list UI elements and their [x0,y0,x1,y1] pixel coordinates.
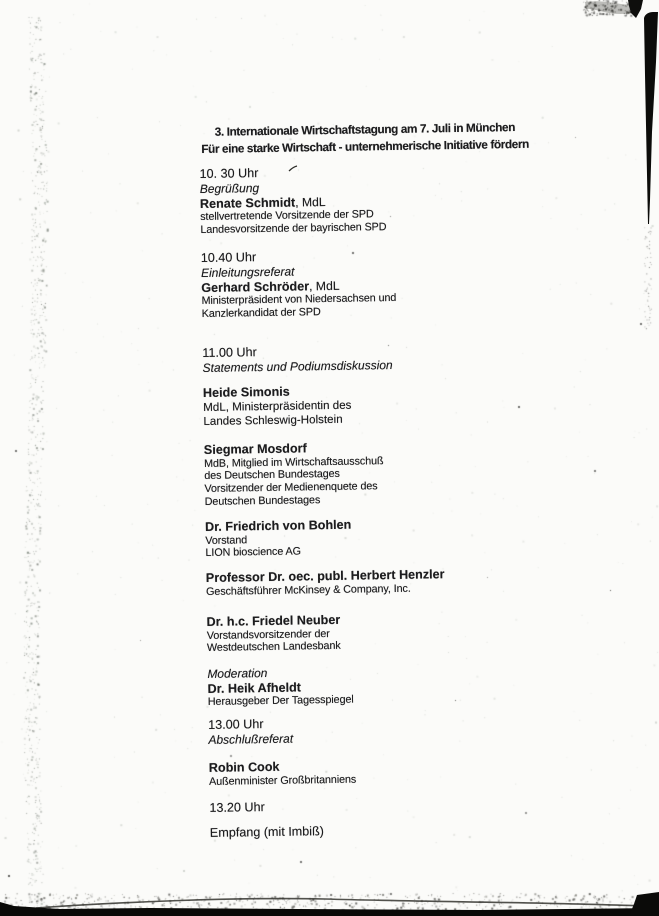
schedule-item-simonis [203,379,634,429]
detail-line: Vorstand [205,533,248,547]
detail-line: Vorsitzender der Medienenquete des [204,480,378,495]
speaker-name: Gerhard Schröder [201,278,310,295]
detail-line: Vorstandsvorsitzender der [206,627,330,642]
schedule-item-begruessung [199,160,630,236]
page-title [143,118,587,158]
speaker-name: Robin Cook [208,759,280,775]
schedule-item-neuber [206,608,637,655]
speaker-name: Heide Simonis [202,384,290,400]
page-title-line1: 3. Internationale Wirtschaftstagung am 7. Juli in München [214,120,516,139]
speaker-name: Dr. Heik Afheldt [207,679,302,696]
detail-line: Außenminister Großbritanniens [208,773,357,788]
schedule-item-einleitungsreferat [201,244,632,320]
schedule-item-podiumsdiskussion [202,339,632,375]
detail-line: Geschäftsführer McKinsey & Company, Inc. [205,582,411,598]
detail-line: Kanzlerkandidat der SPD [201,305,321,320]
detail-line: stellvertretende Vorsitzende der SPD [200,208,374,224]
detail-line: MdL, Ministerpräsidentin des [203,398,352,414]
schedule-item-abschlussreferat [208,711,638,747]
topic-label: Statements und Podiumsdiskussion [202,357,393,375]
closing-note-text: Empfang (mit Imbiß) [209,824,325,840]
detail-line: Landes Schleswig-Holstein [203,412,343,429]
schedule-item-mosdorf [204,436,635,508]
topic-label: Einleitungsreferat [200,264,295,280]
speaker-name: Professor Dr. oec. publ. Herbert Henzler [205,567,445,585]
detail-line: Ministerpräsident von Niedersachsen und [201,291,397,307]
time-label: 13.00 Uhr [208,717,264,732]
detail-line: LION bioscience AG [205,545,301,560]
detail-line: Herausgeber Der Tagesspiegel [207,693,354,708]
topic-label: Moderation [207,666,268,681]
time-label: 13.20 Uhr [209,800,265,815]
detail-line: des Deutschen Bundestages [204,468,340,483]
page-title-line2: Für eine starke Wirtschaft - unternehmerische Initiative fördern [201,136,530,156]
detail-line: Landesvorsitzende der bayrischen SPD [200,220,387,236]
detail-line: Westdeutschen Landesbank [206,640,341,655]
speaker-name: Siegmar Mosdorf [203,441,307,457]
speaker-suffix: , MdL [308,278,340,293]
schedule-item-cook [209,754,639,788]
schedule-item-moderation [207,660,638,708]
time-label: 11.00 Uhr [202,345,257,360]
speaker-name: Dr. h.c. Friedel Neuber [206,612,341,629]
speaker-name: Dr. Friedrich von Bohlen [204,517,352,534]
speaker-name: Renate Schmidt [199,195,296,211]
topic-label: Begrüßung [199,181,260,197]
closing-note [210,819,640,841]
schedule-item-1320 [209,794,639,816]
topic-label: Abschlußreferat [208,731,294,747]
schedule-item-henzler [206,564,636,598]
detail-line: MdB, Mitglied im Wirtschaftsausschuß [203,454,384,470]
detail-line: Deutschen Bundestages [204,493,321,508]
speaker-suffix: , MdL [295,194,326,210]
schedule-item-von-bohlen [205,513,636,560]
time-label: 10.40 Uhr [200,250,257,265]
time-label: 10. 30 Uhr [199,166,259,182]
